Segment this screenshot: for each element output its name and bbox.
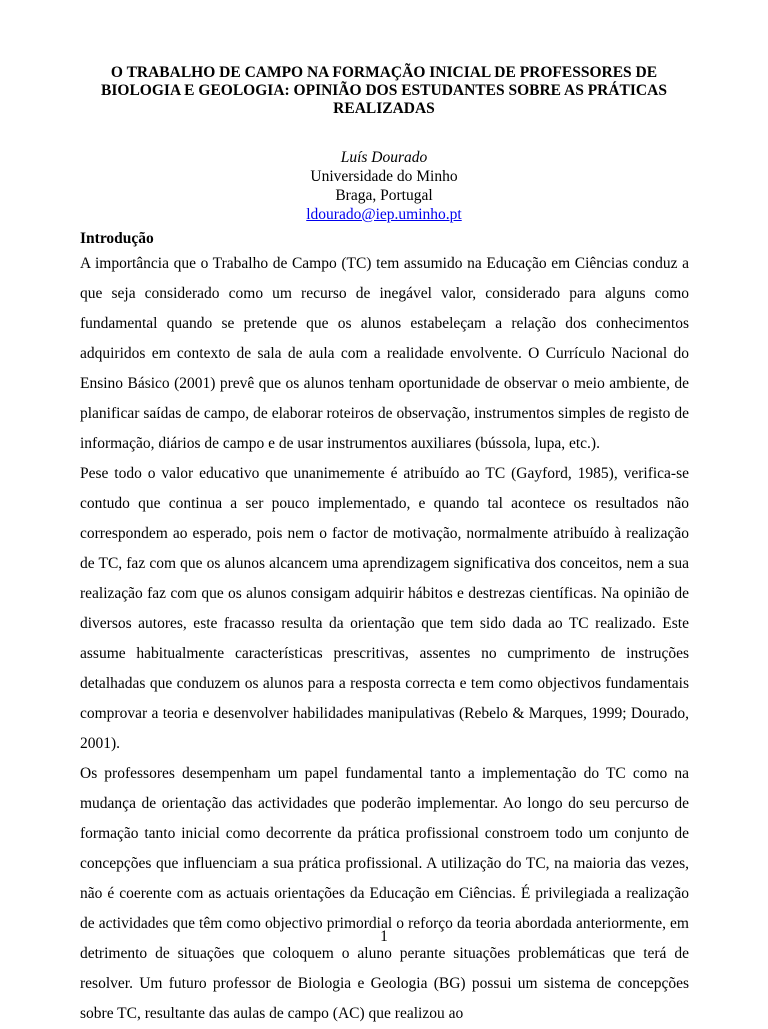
document-title: O TRABALHO DE CAMPO NA FORMAÇÃO INICIAL DE PROFESSORES DE BIOLOGIA E GEOLOGIA: OPINIÃO DOS ESTUDANTES SOBRE AS PRÁTICAS REALIZADAS bbox=[101, 64, 667, 117]
author-institution: Universidade do Minho bbox=[310, 168, 458, 185]
author-block bbox=[80, 148, 688, 224]
paragraph: Os professores desempenham um papel fundamental tanto a implementação do TC como na mudança de orientação das actividades que poderão implementar. Ao longo do seu percurso de formação tanto inicial como decorrente da prática profissional constroem todo um conjunto de concepções que influenciam a sua prática profissional. A utilização do TC, na maioria das vezes, não é coerente com as actuais orientações da Educação em Ciências. É privilegiada a realização de actividades que têm como objectivo primordial o reforço da teoria abordada anteriormente, em detrimento de situações que coloquem o aluno perante situações problemáticas que terá de resolver. Um futuro professor de Biologia e Geologia (BG) possui um sistema de concepções sobre TC, resultante das aulas de campo (AC) que realizou ao bbox=[80, 765, 689, 1022]
page-number: 1 bbox=[380, 928, 388, 945]
author-email-link[interactable]: ldourado@iep.uminho.pt bbox=[306, 206, 462, 223]
author-name: Luís Dourado bbox=[340, 149, 428, 166]
author-location: Braga, Portugal bbox=[335, 187, 433, 204]
section-heading: Introdução bbox=[80, 230, 154, 247]
paragraph: A importância que o Trabalho de Campo (TC) tem assumido na Educação em Ciências conduz a que seja considerado como um recurso de inegável valor, considerado para alguns como fundamental quando se pretende que os alunos estabeleçam a relação dos conhecimentos adquiridos em contexto de sala de aula com a realidade envolvente. O Currículo Nacional do Ensino Básico (2001) prevê que os alunos tenham oportunidade de observar o meio ambiente, de planificar saídas de campo, de elaborar roteiros de observação, instrumentos simples de registo de informação, diários de campo e de usar instrumentos auxiliares (bússola, lupa, etc.). bbox=[80, 255, 689, 452]
body-text bbox=[80, 249, 689, 1029]
paragraph: Pese todo o valor educativo que unanimemente é atribuído ao TC (Gayford, 1985), verifica-se contudo que continua a ser pouco implementado, e quando tal acontece os resultados não correspondem ao esperado, pois nem o factor de motivação, normalmente atribuído à realização de TC, faz com que os alunos alcancem uma aprendizagem significativa dos conceitos, nem a sua realização faz com que os alunos consigam adquirir hábitos e destrezas científicas. Na opinião de diversos autores, este fracasso resulta da orientação que tem sido dada ao TC realizado. Este assume habitualmente características prescritivas, assentes no cumprimento de instruções detalhadas que conduzem os alunos para a resposta correcta e tem como objectivos fundamentais comprovar a teoria e desenvolver habilidades manipulativas (Rebelo & Marques, 1999; Dourado, 2001). bbox=[80, 465, 689, 752]
